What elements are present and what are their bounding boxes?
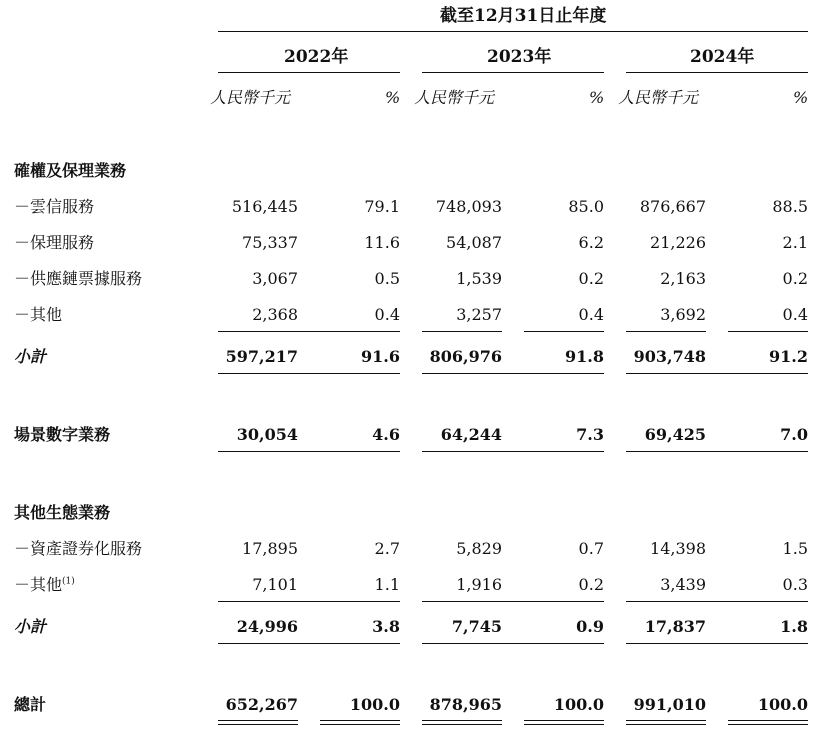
cell-pct-2022: 11.6 <box>364 233 400 252</box>
subtotal-rule <box>320 331 400 332</box>
cell-amount-2023: 7,745 <box>451 617 502 636</box>
year-2022-header: 2022年 <box>284 47 349 67</box>
cell-pct-2024: 1.5 <box>782 539 808 558</box>
cell-amount-2022: 3,067 <box>252 269 298 288</box>
cell-pct-2022: 79.1 <box>364 197 400 216</box>
cell-amount-2022: 75,337 <box>242 233 298 252</box>
cell-pct-2022: 4.6 <box>372 425 400 444</box>
row-label <box>14 577 75 593</box>
cell-amount-2022: 516,445 <box>231 197 298 216</box>
year-2022-underline <box>218 72 400 73</box>
subtotal-rule <box>422 331 502 332</box>
cell-amount-2022: 24,996 <box>236 617 298 636</box>
cell-pct-2022: 100.0 <box>349 695 400 714</box>
subtotal-rule <box>728 331 808 332</box>
subtotal-rule <box>626 601 808 602</box>
cell-pct-2022: 2.7 <box>374 539 400 558</box>
total-double-rule <box>422 720 502 725</box>
total-double-rule <box>626 720 706 725</box>
cell-pct-2024: 0.3 <box>782 575 808 594</box>
subtotal-rule <box>626 331 706 332</box>
cell-amount-2022: 652,267 <box>225 695 298 714</box>
cell-amount-2024: 876,667 <box>639 197 706 216</box>
year-2024-header: 2024年 <box>690 47 755 67</box>
row-label-text: －其他 <box>14 575 63 594</box>
cell-amount-2024: 903,748 <box>633 347 706 366</box>
cell-pct-2023: 6.2 <box>578 233 604 252</box>
cell-pct-2022: 0.4 <box>374 305 400 324</box>
cell-amount-2024: 3,439 <box>660 575 706 594</box>
year-2023-underline <box>422 72 604 73</box>
year-2023-header: 2023年 <box>487 47 552 67</box>
footnote-marker: (1) <box>62 576 75 587</box>
subtotal-rule <box>218 601 400 602</box>
section-title: 場景數字業務 <box>14 425 111 444</box>
unit-2024-pct: % <box>793 88 809 107</box>
cell-pct-2022: 1.1 <box>374 575 400 594</box>
cell-pct-2024: 100.0 <box>757 695 808 714</box>
cell-amount-2022: 2,368 <box>252 305 298 324</box>
cell-amount-2024: 14,398 <box>650 539 706 558</box>
section-bottom-rule <box>626 451 808 452</box>
cell-amount-2023: 806,976 <box>429 347 502 366</box>
subtotal-bottom-rule <box>218 643 400 644</box>
cell-pct-2022: 91.6 <box>361 347 400 366</box>
cell-pct-2023: 0.7 <box>578 539 604 558</box>
cell-pct-2023: 85.0 <box>568 197 604 216</box>
unit-2023-amount: 人民幣千元 <box>414 88 495 107</box>
cell-pct-2023: 0.2 <box>578 269 604 288</box>
cell-amount-2024: 991,010 <box>633 695 706 714</box>
subtotal-bottom-rule <box>218 373 400 374</box>
cell-amount-2024: 69,425 <box>644 425 706 444</box>
cell-amount-2024: 3,692 <box>660 305 706 324</box>
cell-pct-2024: 2.1 <box>782 233 808 252</box>
unit-2023-pct: % <box>589 88 605 107</box>
cell-amount-2023: 1,916 <box>456 575 502 594</box>
cell-pct-2024: 0.4 <box>782 305 808 324</box>
cell-pct-2024: 0.2 <box>782 269 808 288</box>
subtotal-bottom-rule <box>422 373 604 374</box>
cell-amount-2022: 7,101 <box>252 575 298 594</box>
subtotal-bottom-rule <box>422 643 604 644</box>
cell-pct-2023: 0.4 <box>578 305 604 324</box>
cell-pct-2022: 3.8 <box>372 617 400 636</box>
cell-amount-2022: 17,895 <box>242 539 298 558</box>
subtotal-rule <box>524 331 604 332</box>
cell-pct-2023: 0.9 <box>576 617 604 636</box>
cell-pct-2024: 1.8 <box>780 617 808 636</box>
section-title: 其他生態業務 <box>14 503 111 522</box>
cell-amount-2022: 30,054 <box>236 425 298 444</box>
cell-pct-2023: 91.8 <box>565 347 604 366</box>
cell-amount-2023: 1,539 <box>456 269 502 288</box>
row-label: －資產證券化服務 <box>14 539 143 558</box>
period-underline <box>218 31 808 32</box>
cell-amount-2023: 748,093 <box>435 197 502 216</box>
total-double-rule <box>524 720 604 725</box>
period-header: 截至12月31日止年度 <box>440 6 607 26</box>
cell-pct-2022: 0.5 <box>374 269 400 288</box>
total-label: 總計 <box>14 695 47 714</box>
subtotal-bottom-rule <box>626 643 808 644</box>
cell-amount-2023: 64,244 <box>440 425 502 444</box>
total-double-rule <box>218 720 298 725</box>
subtotal-label: 小計 <box>14 347 47 366</box>
subtotal-bottom-rule <box>626 373 808 374</box>
row-label: －供應鏈票據服務 <box>14 269 143 288</box>
total-double-rule <box>728 720 808 725</box>
section-title: 確權及保理業務 <box>14 161 127 180</box>
subtotal-label: 小計 <box>14 617 47 636</box>
row-label: －保理服務 <box>14 233 95 252</box>
year-2024-underline <box>626 72 808 73</box>
unit-2022-pct: % <box>385 88 401 107</box>
cell-pct-2023: 7.3 <box>576 425 604 444</box>
cell-amount-2023: 5,829 <box>456 539 502 558</box>
cell-amount-2022: 597,217 <box>225 347 298 366</box>
unit-2022-amount: 人民幣千元 <box>210 88 291 107</box>
cell-pct-2023: 0.2 <box>578 575 604 594</box>
cell-amount-2024: 17,837 <box>644 617 706 636</box>
cell-pct-2023: 100.0 <box>553 695 604 714</box>
cell-amount-2023: 54,087 <box>446 233 502 252</box>
unit-2024-amount: 人民幣千元 <box>618 88 699 107</box>
cell-pct-2024: 7.0 <box>780 425 808 444</box>
cell-pct-2024: 91.2 <box>769 347 808 366</box>
cell-amount-2024: 21,226 <box>650 233 706 252</box>
cell-amount-2023: 3,257 <box>456 305 502 324</box>
subtotal-rule <box>422 601 604 602</box>
row-label: －雲信服務 <box>14 197 95 216</box>
section-bottom-rule <box>218 451 400 452</box>
cell-pct-2024: 88.5 <box>772 197 808 216</box>
total-double-rule <box>320 720 400 725</box>
cell-amount-2023: 878,965 <box>429 695 502 714</box>
row-label: －其他 <box>14 305 63 324</box>
section-bottom-rule <box>422 451 604 452</box>
cell-amount-2024: 2,163 <box>660 269 706 288</box>
